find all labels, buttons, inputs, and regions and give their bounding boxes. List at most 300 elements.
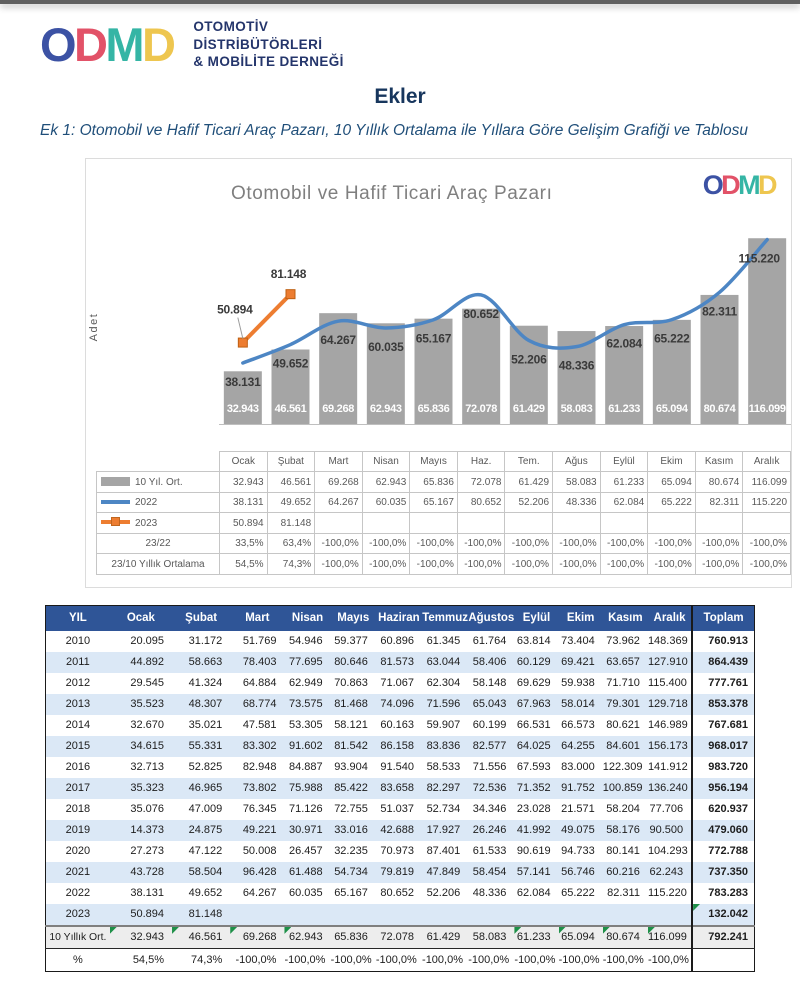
value-cell: 84.601: [603, 736, 648, 757]
total-cell: 956.194: [692, 778, 754, 799]
value-cell: 81.542: [331, 736, 376, 757]
value-cell: 90.500: [648, 820, 692, 841]
year-cell: 2016: [65, 761, 91, 774]
total-cell: 620.937: [692, 799, 754, 820]
line-2023-value-label: 50.894: [217, 302, 253, 317]
legend-value-cell: 65.094: [648, 472, 696, 493]
value-cell: 60.035: [289, 887, 323, 900]
legend-value-cell: -100,0%: [695, 554, 743, 575]
percent-label-cell: %: [72, 953, 83, 966]
value-cell: 48.307: [172, 694, 230, 715]
value-cell: 59.938: [561, 677, 595, 690]
value-cell: 26.457: [289, 845, 323, 858]
value-cell: 63.814: [516, 635, 551, 648]
value-cell: [331, 904, 376, 926]
bar-value-label: 65.836: [417, 402, 450, 415]
value-cell: 60.896: [380, 635, 415, 648]
value-cell: 38.131: [130, 887, 165, 900]
market-data-table: [45, 605, 755, 972]
value-cell: 83.658: [376, 778, 422, 799]
value-cell: 33.016: [331, 820, 376, 841]
legend-value-cell: 52.206: [505, 492, 553, 513]
value-cell: 71.352: [514, 778, 558, 799]
table-row: [46, 715, 755, 736]
bar-value-label: 72.078: [465, 402, 498, 415]
value-cell: 66.531: [516, 719, 551, 732]
value-cell: [284, 904, 330, 926]
value-cell: 62.304: [426, 677, 461, 690]
error-flag-icon: [648, 927, 655, 934]
logo-letter: M: [738, 169, 759, 200]
value-cell: 64.255: [559, 736, 603, 757]
value-cell: 80.652: [380, 887, 415, 900]
legend-value-cell: 81.148: [267, 513, 315, 534]
legend-value-cell: -100,0%: [600, 554, 648, 575]
legend-value-cell: [410, 513, 458, 534]
value-cell: 71.556: [472, 761, 507, 774]
value-cell: 58.504: [172, 862, 230, 883]
legend-value-cell: -100,0%: [553, 533, 601, 554]
value-cell: 42.688: [376, 820, 422, 841]
error-flag-icon: [172, 927, 179, 934]
value-cell: 35.523: [110, 694, 172, 715]
value-cell: 87.401: [426, 845, 461, 858]
year-cell: 2011: [46, 652, 110, 673]
value-cell: 32.235: [334, 845, 368, 858]
value-cell: 26.246: [468, 820, 514, 841]
column-header: Haziran: [376, 605, 422, 631]
percent-row: [46, 948, 755, 971]
percent-value-cell: -100,0%: [468, 953, 510, 966]
column-header: Temmuz: [422, 605, 468, 631]
value-cell: 77.706: [649, 803, 684, 816]
value-cell: 75.988: [284, 778, 330, 799]
summary-value-cell: 65.836: [331, 926, 376, 949]
value-cell: 58.121: [334, 719, 368, 732]
logo-letter: M: [105, 17, 142, 71]
value-cell: 80.621: [606, 719, 640, 732]
percent-value-cell: -100,0%: [558, 953, 600, 966]
value-cell: 83.000: [561, 761, 595, 774]
value-cell: 85.422: [331, 778, 376, 799]
value-cell: 24.875: [172, 820, 230, 841]
value-cell: 58.014: [559, 694, 603, 715]
table-row: [46, 862, 755, 883]
chart-panel: [85, 158, 792, 588]
year-cell: 2021: [46, 862, 110, 883]
line-2022-value-label: 64.267: [320, 333, 356, 348]
summary-value-cell: 46.561: [172, 926, 230, 949]
window-top-edge: [0, 0, 800, 4]
legend-month-header: Tem.: [505, 451, 553, 472]
label-leader-line: [238, 317, 243, 338]
legend-value-cell: 61.429: [505, 472, 553, 493]
year-cell: 2013: [46, 694, 110, 715]
value-cell: 65.043: [468, 694, 514, 715]
org-name-line2: DİSTRİBÜTÖRLERİ: [193, 36, 323, 52]
value-cell: 34.615: [110, 736, 172, 757]
value-cell: 69.421: [559, 652, 603, 673]
value-cell: 61.533: [472, 845, 507, 858]
table-row: [46, 841, 755, 862]
legend-value-cell: -100,0%: [315, 554, 363, 575]
value-cell: 67.963: [514, 694, 558, 715]
bar-value-label: 32.943: [226, 402, 259, 415]
value-cell: 58.406: [468, 652, 514, 673]
value-cell: 31.172: [188, 635, 223, 648]
legend-value-cell: 54,5%: [220, 554, 268, 575]
error-flag-icon: [559, 927, 566, 934]
logo-letter: O: [40, 17, 74, 71]
legend-value-cell: [600, 513, 648, 534]
line-2022-value-label: 82.311: [702, 304, 737, 319]
value-cell: 65.222: [561, 887, 595, 900]
legend-row: [97, 554, 791, 575]
table-row: [46, 820, 755, 841]
year-cell: 2019: [46, 820, 110, 841]
value-cell: 115.220: [647, 887, 687, 900]
value-cell: 58.204: [606, 803, 640, 816]
error-flag-icon: [514, 927, 521, 934]
logo-letter: D: [758, 169, 775, 200]
total-cell: 968.017: [692, 736, 754, 757]
legend-value-cell: 60.035: [362, 492, 410, 513]
legend-value-cell: 62.084: [600, 492, 648, 513]
table-row: [46, 799, 755, 820]
error-flag-icon: [230, 927, 237, 934]
value-cell: 56.746: [559, 862, 603, 883]
line-2022-value-label: 65.167: [415, 331, 452, 346]
org-name-line3: & MOBİLİTE DERNEĞİ: [193, 54, 344, 70]
value-cell: 17.927: [422, 820, 468, 841]
line-2022-value-label: 62.084: [606, 336, 642, 351]
legend-value-cell: 58.083: [553, 472, 601, 493]
legend-value-cell: -100,0%: [410, 554, 458, 575]
table-row: [46, 883, 755, 904]
total-cell: 777.761: [692, 673, 754, 694]
value-cell: 54.946: [289, 635, 323, 648]
column-header: Toplam: [692, 605, 754, 631]
value-cell: 64.267: [242, 887, 277, 900]
value-cell: 66.573: [561, 719, 595, 732]
year-cell: 2023: [46, 904, 110, 926]
line-2022-value-label: 65.222: [654, 331, 690, 346]
year-cell: 2015: [46, 736, 110, 757]
value-cell: 29.545: [130, 677, 165, 690]
legend-value-cell: [505, 513, 553, 534]
bar-value-label: 61.429: [512, 402, 545, 415]
chart-legend-table: [96, 451, 791, 575]
legend-value-cell: -100,0%: [743, 554, 791, 575]
value-cell: 58.663: [172, 652, 230, 673]
line-2022-value-label: 38.131: [225, 374, 261, 389]
value-cell: 82.948: [242, 761, 277, 774]
legend-value-cell: 49.652: [267, 492, 315, 513]
legend-value-cell: -100,0%: [505, 554, 553, 575]
legend-value-cell: 80.674: [695, 472, 743, 493]
value-cell: 50.008: [242, 845, 277, 858]
value-cell: [603, 904, 648, 926]
legend-corner-cell: [97, 451, 220, 472]
annex-subtitle: Ek 1: Otomobil ve Hafif Ticari Araç Pazarı, 10 Yıllık Ortalama ile Yıllara Göre Gelişim Grafiği ve Tablosu: [40, 121, 748, 139]
bar-value-label: 58.083: [560, 402, 593, 415]
value-cell: 91.752: [559, 778, 603, 799]
legend-series-label: 23/10 Yıllık Ortalama: [97, 554, 220, 575]
year-cell: 2020: [65, 845, 91, 858]
value-cell: 34.346: [472, 803, 507, 816]
value-cell: 90.619: [516, 845, 551, 858]
value-cell: 44.892: [110, 652, 172, 673]
summary-value-cell: 116.099: [648, 926, 692, 949]
legend-value-cell: 72.078: [457, 472, 505, 493]
legend-month-header: Mart: [315, 451, 363, 472]
percent-value-cell: -100,0%: [514, 953, 556, 966]
table-row: [46, 904, 755, 926]
summary-value-cell: 58.083: [468, 926, 514, 949]
legend-value-cell: 65.222: [648, 492, 696, 513]
summary-value-cell: 62.943: [284, 926, 330, 949]
value-cell: 55.331: [172, 736, 230, 757]
value-cell: 115.400: [647, 677, 687, 690]
bar-value-label: 80.674: [703, 402, 736, 415]
value-cell: 51.037: [380, 803, 415, 816]
ten-year-average-row: [46, 926, 755, 949]
line-2023: [243, 294, 291, 342]
value-cell: 73.575: [284, 694, 330, 715]
logo-letter: D: [74, 17, 106, 71]
value-cell: 60.129: [514, 652, 558, 673]
percent-value-cell: -100,0%: [375, 953, 417, 966]
legend-value-cell: -100,0%: [410, 533, 458, 554]
legend-value-cell: 62.943: [362, 472, 410, 493]
value-cell: [468, 904, 514, 926]
legend-row: [97, 513, 791, 534]
summary-value-cell: 61.429: [422, 926, 468, 949]
percent-value-cell: 74,3%: [191, 953, 223, 966]
value-cell: 52.734: [426, 803, 461, 816]
value-cell: 61.345: [426, 635, 461, 648]
marker-2023: [286, 290, 295, 299]
error-flag-icon: [284, 927, 291, 934]
legend-value-cell: [648, 513, 696, 534]
value-cell: 73.802: [230, 778, 284, 799]
table-row: [46, 673, 755, 694]
bar-value-label: 62.943: [369, 402, 402, 415]
bar-10yr-avg: [748, 238, 786, 424]
value-cell: 94.733: [561, 845, 595, 858]
legend-value-cell: 65.836: [410, 472, 458, 493]
table-row: [46, 694, 755, 715]
total-cell: 479.060: [692, 820, 754, 841]
value-cell: 53.305: [289, 719, 323, 732]
value-cell: 47.009: [188, 803, 223, 816]
legend-value-cell: 32.943: [220, 472, 268, 493]
value-cell: 71.126: [289, 803, 323, 816]
value-cell: 79.819: [376, 862, 422, 883]
value-cell: 20.095: [130, 635, 165, 648]
value-cell: 49.652: [188, 887, 223, 900]
percent-value-cell: -100,0%: [235, 953, 277, 966]
value-cell: 68.774: [230, 694, 284, 715]
line-2022-value-label: 115.220: [738, 251, 780, 266]
value-cell: 82.297: [422, 778, 468, 799]
chart-odmd-logo: [702, 169, 775, 200]
value-cell: 46.965: [172, 778, 230, 799]
org-name: [193, 18, 343, 71]
value-cell: 48.336: [472, 887, 507, 900]
column-header: Mayıs: [331, 605, 376, 631]
logo-letter: D: [141, 17, 174, 71]
value-cell: 43.728: [110, 862, 172, 883]
value-cell: 83.302: [230, 736, 284, 757]
value-cell: 62.949: [289, 677, 323, 690]
value-cell: 74.096: [376, 694, 422, 715]
chart-title: Otomobil ve Hafif Ticari Araç Pazarı: [231, 182, 553, 204]
year-cell: 2017: [46, 778, 110, 799]
total-cell: 767.681: [692, 715, 754, 736]
value-cell: 62.084: [516, 887, 551, 900]
value-cell: 65.167: [334, 887, 368, 900]
column-header: Eylül: [514, 605, 558, 631]
value-cell: 35.076: [130, 803, 165, 816]
legend-value-cell: -100,0%: [457, 533, 505, 554]
value-cell: 63.657: [603, 652, 648, 673]
legend-row: [97, 472, 791, 493]
column-header: Ağustos: [468, 605, 514, 631]
value-cell: 156.173: [648, 736, 692, 757]
legend-value-cell: 82.311: [695, 492, 743, 513]
legend-month-header: Ekim: [648, 451, 696, 472]
value-cell: 47.122: [188, 845, 223, 858]
legend-value-cell: 33,5%: [220, 533, 268, 554]
value-cell: 80.141: [606, 845, 640, 858]
line-2022-value-label: 60.035: [368, 339, 404, 354]
legend-value-cell: [315, 513, 363, 534]
column-header: Mart: [230, 605, 284, 631]
column-header: Nisan: [284, 605, 330, 631]
value-cell: 59.377: [334, 635, 368, 648]
legend-value-cell: 50.894: [220, 513, 268, 534]
value-cell: 60.216: [603, 862, 648, 883]
y-axis-label: Adet: [88, 312, 100, 342]
value-cell: 70.973: [380, 845, 415, 858]
value-cell: 49.075: [559, 820, 603, 841]
value-cell: 54.734: [331, 862, 376, 883]
main-table-header-row: [46, 605, 755, 631]
summary-value-cell: 69.268: [230, 926, 284, 949]
value-cell: 59.907: [426, 719, 461, 732]
value-cell: 52.206: [426, 887, 461, 900]
value-cell: 148.369: [647, 635, 688, 648]
table-row: [46, 778, 755, 799]
error-flag-icon: [110, 927, 117, 934]
page-header: [40, 18, 800, 71]
logo-letter: O: [702, 169, 722, 200]
orange-line-swatch-icon: [101, 520, 130, 524]
legend-value-cell: 116.099: [743, 472, 791, 493]
table-row: [46, 757, 755, 778]
total-cell: 737.350: [692, 862, 754, 883]
value-cell: 47.581: [242, 719, 277, 732]
legend-header-row: [97, 451, 791, 472]
value-cell: 81.468: [331, 694, 376, 715]
legend-row: [97, 533, 791, 554]
odmd-logo: [40, 17, 174, 71]
value-cell: 129.718: [648, 694, 692, 715]
value-cell: 96.428: [230, 862, 284, 883]
legend-value-cell: 46.561: [267, 472, 315, 493]
value-cell: [514, 904, 558, 926]
summary-value-cell: 32.943: [110, 926, 172, 949]
legend-month-header: Eylül: [600, 451, 648, 472]
org-name-line1: OTOMOTİV: [193, 19, 269, 34]
total-cell: 783.283: [692, 883, 754, 904]
total-cell: 983.720: [692, 757, 754, 778]
value-cell: 70.863: [334, 677, 368, 690]
marker-2023: [238, 338, 247, 347]
total-cell: 132.042: [692, 904, 754, 926]
value-cell: 14.373: [110, 820, 172, 841]
line-2022-value-label: 80.652: [463, 306, 499, 321]
value-cell: 23.028: [516, 803, 551, 816]
column-header: Aralık: [648, 605, 692, 631]
value-cell: 72.536: [468, 778, 514, 799]
value-cell: 50.894: [110, 904, 172, 926]
legend-value-cell: 61.233: [600, 472, 648, 493]
value-cell: 104.293: [647, 845, 688, 858]
value-cell: 146.989: [647, 719, 688, 732]
value-cell: 136.240: [648, 778, 692, 799]
bar-value-label: 65.094: [655, 402, 688, 415]
percent-value-cell: -100,0%: [284, 953, 326, 966]
legend-month-header: Ocak: [220, 451, 268, 472]
value-cell: [422, 904, 468, 926]
page-title: Ekler: [374, 84, 426, 108]
percent-value-cell: -100,0%: [647, 953, 689, 966]
legend-value-cell: 38.131: [220, 492, 268, 513]
legend-series-label: 23/22: [97, 533, 220, 554]
table-row: [46, 631, 755, 652]
value-cell: 51.769: [242, 635, 277, 648]
legend-value-cell: -100,0%: [362, 533, 410, 554]
value-cell: 67.593: [516, 761, 551, 774]
legend-month-header: Ağus: [553, 451, 601, 472]
year-cell: 2018: [65, 803, 91, 816]
value-cell: 41.992: [514, 820, 558, 841]
value-cell: 58.148: [472, 677, 507, 690]
table-row: [46, 736, 755, 757]
chart-plot: [86, 159, 793, 451]
legend-series-label: 10 Yıl. Ort.: [97, 472, 220, 493]
value-cell: 47.849: [422, 862, 468, 883]
legend-value-cell: -100,0%: [315, 533, 363, 554]
legend-value-cell: 115.220: [743, 492, 791, 513]
legend-value-cell: -100,0%: [505, 533, 553, 554]
value-cell: 72.755: [334, 803, 368, 816]
column-header: Ocak: [110, 605, 172, 631]
value-cell: 122.309: [602, 761, 643, 774]
total-cell: 760.913: [692, 631, 754, 652]
legend-month-header: Kasım: [695, 451, 743, 472]
legend-value-cell: -100,0%: [648, 533, 696, 554]
value-cell: 63.044: [422, 652, 468, 673]
value-cell: 82.311: [607, 887, 640, 900]
year-cell: 2014: [65, 719, 91, 732]
line-2022-value-label: 49.652: [272, 356, 309, 371]
error-flag-icon: [603, 927, 610, 934]
legend-value-cell: 69.268: [315, 472, 363, 493]
value-cell: 71.067: [380, 677, 415, 690]
